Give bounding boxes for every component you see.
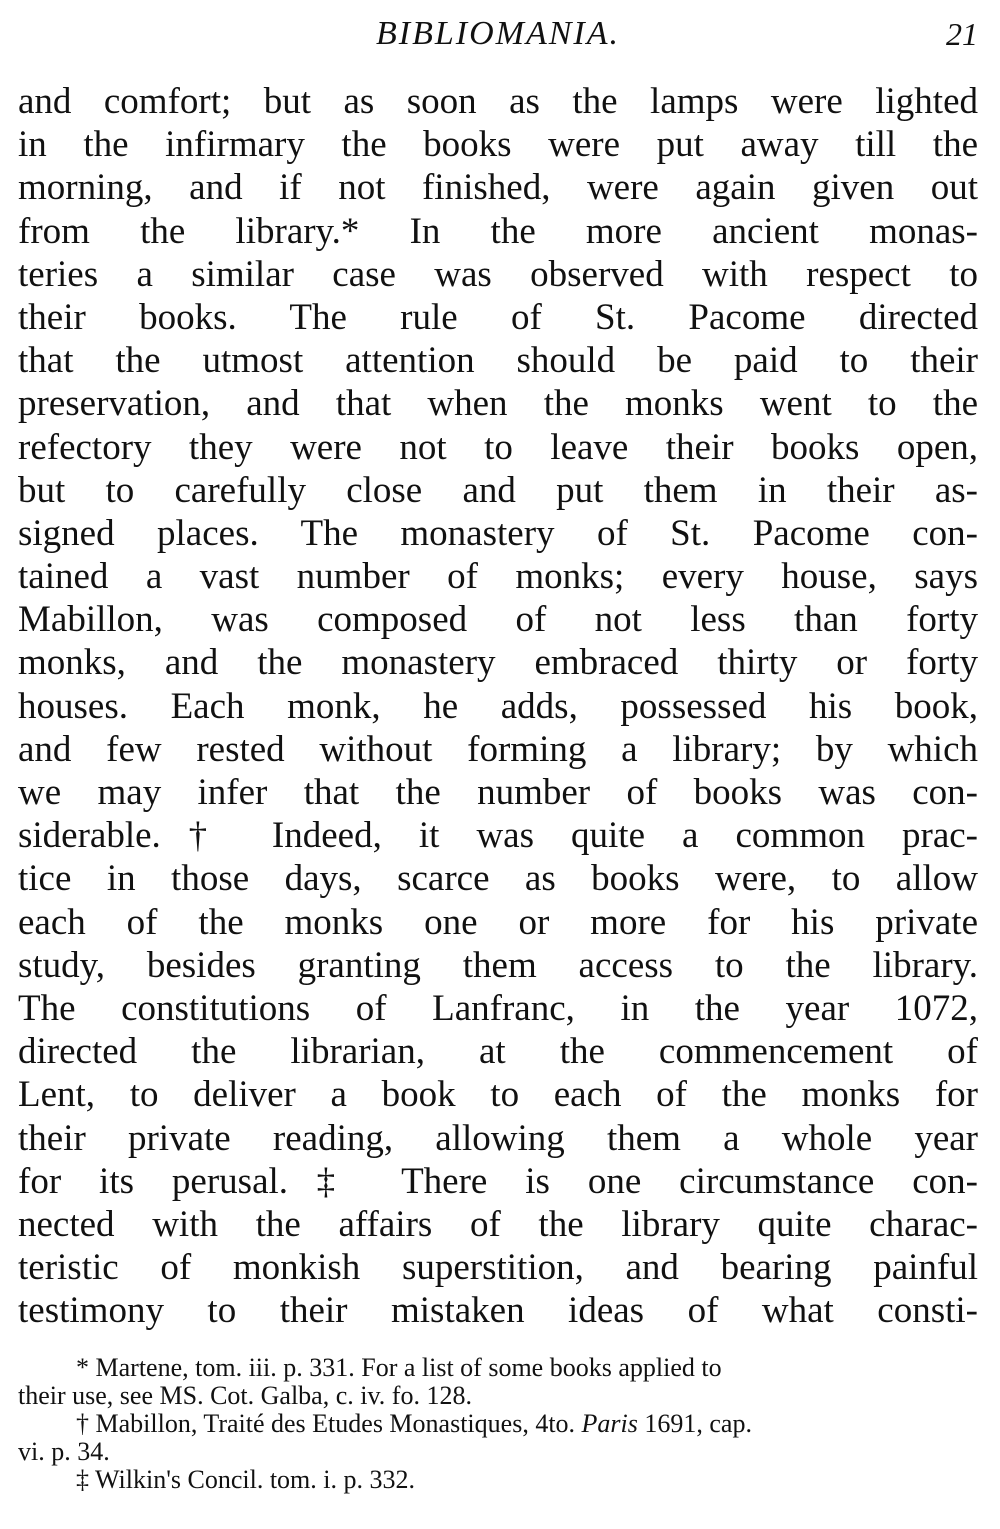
text-line: that the utmost attention should be paid to their: [18, 340, 978, 382]
footnote-1-continuation: their use, see MS. Cot. Galba, c. iv. fo. 128.: [18, 1382, 472, 1410]
text-line: houses. Each monk, he adds, possessed his book,: [18, 685, 978, 727]
footnote-2-text: † Mabillon, Traité des Etudes Monastiques, 4to.: [76, 1410, 582, 1438]
text-line: for its perusal.‡ There is one circumstance con-: [18, 1160, 978, 1202]
text-line: testimony to their mistaken ideas of what consti-: [18, 1290, 978, 1332]
footnote-1: * Martene, tom. iii. p. 331. For a list of some books applied to: [76, 1354, 722, 1382]
text-line: and few rested without forming a library; by which: [18, 728, 978, 770]
text-line: their private reading, allowing them a whole year: [18, 1117, 978, 1159]
text-line: monks, and the monastery embraced thirty or forty: [18, 642, 978, 684]
footnote-2-continuation: vi. p. 34.: [18, 1438, 110, 1466]
text-line: from the library.* In the more ancient monas-: [18, 210, 978, 252]
text-line: The constitutions of Lanfranc, in the year 1072,: [18, 987, 978, 1029]
text-line: teristic of monkish superstition, and bearing painful: [18, 1247, 978, 1289]
text-line: tice in those days, scarce as books were, to allow: [18, 858, 978, 900]
text-line: each of the monks one or more for his private: [18, 901, 978, 943]
text-line: in the infirmary the books were put away till the: [18, 124, 978, 166]
text-line: but to carefully close and put them in their as-: [18, 469, 978, 511]
text-line: tained a vast number of monks; every house, says: [18, 556, 978, 598]
text-line: signed places. The monastery of St. Pacome con-: [18, 512, 978, 554]
footnote-2-text-end: 1691, cap.: [637, 1410, 752, 1438]
text-line: nected with the affairs of the library quite charac-: [18, 1203, 978, 1245]
text-line: Lent, to deliver a book to each of the monks for: [18, 1074, 978, 1116]
text-line: siderable.† Indeed, it was quite a common prac-: [18, 815, 978, 857]
footnote-3: ‡ Wilkin's Concil. tom. i. p. 332.: [76, 1466, 416, 1494]
text-line: refectory they were not to leave their books open,: [18, 426, 978, 468]
text-line: morning, and if not finished, were again given out: [18, 167, 978, 209]
text-line: and comfort; but as soon as the lamps were lighted: [18, 81, 978, 122]
body-text: [18, 80, 978, 1332]
text-line: study, besides granting them access to the library.: [18, 944, 978, 986]
page-number: 21: [946, 16, 978, 52]
footnotes: [18, 1354, 978, 1494]
text-line: we may infer that the number of books was con-: [18, 772, 978, 813]
text-line: directed the librarian, at the commencement of: [18, 1031, 978, 1073]
footnote-2-place: Paris: [581, 1410, 638, 1438]
text-line: teries a similar case was observed with respect to: [18, 253, 978, 295]
text-line: Mabillon, was composed of not less than forty: [18, 599, 978, 641]
running-head: [18, 12, 978, 56]
footnote-2: [18, 1410, 978, 1438]
text-line: their books. The rule of St. Pacome directed: [18, 296, 978, 338]
running-title: BIBLIOMANIA.: [375, 15, 620, 52]
text-line: preservation, and that when the monks went to the: [18, 383, 978, 425]
